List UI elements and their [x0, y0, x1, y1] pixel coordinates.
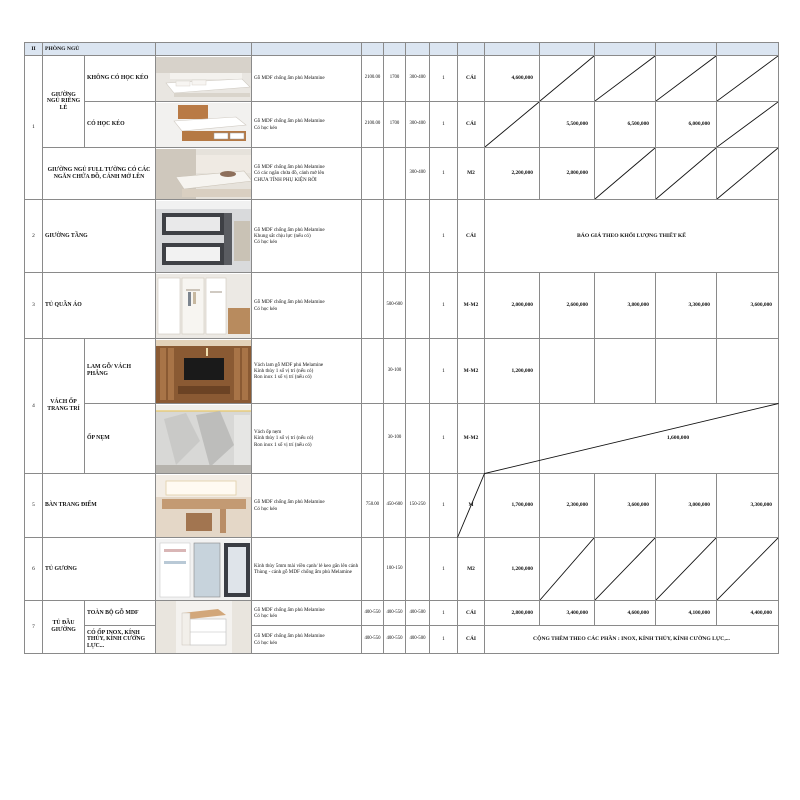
- price-1: 2,200,000: [485, 148, 540, 200]
- price-3: 3,600,000: [595, 474, 656, 538]
- item-unit: CÁI: [458, 102, 485, 148]
- slat-wall-icon: [156, 340, 252, 403]
- item-description: Vách ốp nẹm Kính thủy 1 số vị trí (nếu có) Ron inox 1 số vị trí (nếu có): [252, 404, 362, 474]
- row-stt: 7: [25, 601, 43, 654]
- empty-price-cell: [717, 538, 779, 601]
- price-2: 2,300,000: [540, 474, 595, 538]
- nightstand-image: [156, 601, 252, 654]
- empty-price-cell: [540, 56, 595, 102]
- item-qty: 1: [430, 200, 458, 273]
- table-row: [25, 538, 779, 601]
- price-2: 2,800,000: [540, 148, 595, 200]
- pricing-note: BÁO GIÁ THEO KHỐI LƯỢNG THIẾT KẾ: [485, 200, 779, 273]
- row-stt: 5: [25, 474, 43, 538]
- item-qty: 1: [430, 148, 458, 200]
- panel-wall-image: [156, 404, 252, 474]
- item-unit: M-M2: [458, 339, 485, 404]
- item-unit: M2: [458, 538, 485, 601]
- item-sub-name: CÓ HỌC KÉO: [85, 102, 156, 148]
- dim-width: 1700: [384, 56, 406, 102]
- price-table-sheet: [24, 42, 778, 654]
- item-sub-name: LAM GỖ/ VÁCH PHẲNG: [85, 339, 156, 404]
- wardrobe-image: [156, 273, 252, 339]
- bunk-bed-icon: [156, 201, 252, 272]
- price-2: 2,600,000: [540, 273, 595, 339]
- merged-price: 1,600,000: [540, 404, 779, 474]
- item-qty: 1: [430, 601, 458, 626]
- item-unit: CÁI: [458, 626, 485, 654]
- table-row: [25, 339, 779, 404]
- table-row: [25, 626, 779, 654]
- dim-height: 300-400: [406, 102, 430, 148]
- price-table: [24, 42, 779, 654]
- item-sub-name: KHÔNG CÓ HỌC KÉO: [85, 56, 156, 102]
- vanity-icon: [156, 475, 252, 537]
- item-unit: CÁI: [458, 56, 485, 102]
- dim-width: 30-100: [384, 339, 406, 404]
- item-group-name: TỦ ĐẦU GIƯỜNG: [43, 601, 85, 654]
- item-name: GIƯỜNG TẦNG: [43, 200, 156, 273]
- mirror-cabinet-image: [156, 538, 252, 601]
- nightstand-icon: [156, 601, 252, 653]
- empty-price-cell: [595, 56, 656, 102]
- table-row: [25, 148, 779, 200]
- item-description: Kính thủy 5mm mài viền cạnh/ lẻ keo gắn lên cánh Thùng - cánh gỗ MDF chống ẩm phủ Melamine: [252, 538, 362, 601]
- table-row: [25, 102, 779, 148]
- row-stt: 3: [25, 273, 43, 339]
- dim-height: 300-400: [406, 56, 430, 102]
- item-sub-name: CÓ ỐP INOX, KÍNH THỦY, KÍNH CƯỜNG LỰC...: [85, 626, 156, 654]
- price-4: 4,100,000: [656, 601, 717, 626]
- price-4: 3,300,000: [656, 273, 717, 339]
- item-description: Gỗ MDF chống ẩm phủ Melamine Có học kéo: [252, 273, 362, 339]
- item-qty: 1: [430, 474, 458, 538]
- item-unit: M-M2: [458, 404, 485, 474]
- empty-price-cell: [485, 102, 540, 148]
- dim-length: 400-550: [362, 601, 384, 626]
- price-3: 6,500,000: [595, 102, 656, 148]
- item-qty: 1: [430, 404, 458, 474]
- item-unit: M2: [458, 148, 485, 200]
- additional-cost-note: CỘNG THÊM THEO CÁC PHẦN : INOX, KÍNH THỦY, KÍNH CƯỜNG LỰC,...: [485, 626, 779, 654]
- empty-price-cell: [717, 148, 779, 200]
- price-1: 2,800,000: [485, 601, 540, 626]
- dim-length: 2100.00: [362, 56, 384, 102]
- mirror-cabinet-icon: [156, 539, 252, 600]
- dim-width: 1700: [384, 102, 406, 148]
- wood-slat-wall-image: [156, 339, 252, 404]
- dim-length: 2100.00: [362, 102, 384, 148]
- item-qty: 1: [430, 273, 458, 339]
- item-unit: CÁI: [458, 601, 485, 626]
- empty-price-cell: [595, 148, 656, 200]
- dim-height: 150-250: [406, 474, 430, 538]
- dim-height: 300-400: [406, 148, 430, 200]
- vanity-table-image: [156, 474, 252, 538]
- item-description: Gỗ MDF chống ẩm phủ Melamine: [252, 56, 362, 102]
- table-row: [25, 56, 779, 102]
- item-description: Gỗ MDF chống ẩm phủ Melamine Có học kéo: [252, 474, 362, 538]
- item-qty: 1: [430, 538, 458, 601]
- table-row: [25, 601, 779, 626]
- price-4: 3,000,000: [656, 474, 717, 538]
- price-1: 1,200,000: [485, 339, 540, 404]
- item-unit: M-M2: [458, 273, 485, 339]
- row-stt: 2: [25, 200, 43, 273]
- empty-price-cell: [540, 538, 595, 601]
- item-name: BÀN TRANG ĐIỂM: [43, 474, 156, 538]
- dim-width: 100-150: [384, 538, 406, 601]
- item-group-name: GIƯỜNG NGỦ RIÊNG LẺ: [43, 56, 85, 148]
- item-name: TỦ QUẦN ÁO: [43, 273, 156, 339]
- price-4: 6,000,000: [656, 102, 717, 148]
- price-5: 3,600,000: [717, 273, 779, 339]
- row-stt: 4: [25, 339, 43, 474]
- empty-price-cell: [595, 538, 656, 601]
- item-description: Gỗ MDF chống ẩm phủ Melamine Có các ngăn chứa đồ, cánh mở lên CHƯA TÍNH PHỤ KIỆN RỜI: [252, 148, 362, 200]
- bed-storage-image: [156, 148, 252, 200]
- dim-length: 400-550: [362, 626, 384, 654]
- section-title: PHÒNG NGỦ: [43, 43, 156, 56]
- wardrobe-icon: [156, 274, 252, 338]
- dim-height: 400-500: [406, 601, 430, 626]
- dim-width: 30-100: [384, 404, 406, 474]
- item-description: Gỗ MDF chống ẩm phủ Melamine Có học kéo: [252, 102, 362, 148]
- dim-height: 400-500: [406, 626, 430, 654]
- row-stt: 6: [25, 538, 43, 601]
- item-unit: CÁI: [458, 200, 485, 273]
- item-qty: 1: [430, 339, 458, 404]
- empty-price-cell: [717, 56, 779, 102]
- item-description: Vách lam gỗ MDF phủ Melamine Kính thủy 1 số vị trí (nếu có) Ron inox 1 số vị trí (nếu có): [252, 339, 362, 404]
- empty-price-cell: [656, 538, 717, 601]
- table-row: [25, 404, 779, 474]
- price-1: 2,000,000: [485, 273, 540, 339]
- dim-width: 400-550: [384, 601, 406, 626]
- price-5: 3,300,000: [717, 474, 779, 538]
- row-stt: 1: [25, 56, 43, 200]
- panel-wall-icon: [156, 405, 252, 473]
- section-header-row: [25, 43, 779, 56]
- section-roman: II: [25, 43, 43, 56]
- item-group-name: VÁCH ỐP TRANG TRÍ: [43, 339, 85, 474]
- item-unit: M: [458, 474, 485, 538]
- dim-width: 450-600: [384, 474, 406, 538]
- storage-bed-icon: [156, 149, 252, 199]
- price-2: 3,400,000: [540, 601, 595, 626]
- table-row: [25, 200, 779, 273]
- item-description: Gỗ MDF chống ẩm phủ Melamine Khung sắt chịu lực (nếu có) Có học kéo: [252, 200, 362, 273]
- empty-price-cell: [656, 56, 717, 102]
- item-qty: 1: [430, 102, 458, 148]
- bed-no-drawer-image: [156, 56, 252, 102]
- price-1: 1,200,000: [485, 538, 540, 601]
- price-1: 4,600,000: [485, 56, 540, 102]
- item-qty: 1: [430, 56, 458, 102]
- empty-price-cell: [656, 148, 717, 200]
- item-name: GIƯỜNG NGỦ FULL TƯỜNG CÓ CÁC NGĂN CHỨA ĐỒ, CÁNH MỞ LÊN: [43, 148, 156, 200]
- price-1: 1,700,000: [485, 474, 540, 538]
- table-row: [25, 474, 779, 538]
- item-qty: 1: [430, 626, 458, 654]
- item-sub-name: TOÀN BỘ GỖ MDF: [85, 601, 156, 626]
- bed-drawer-image: [156, 102, 252, 148]
- item-description: Gỗ MDF chống ẩm phủ Melamine Có học kéo: [252, 626, 362, 654]
- bed-icon: [156, 57, 252, 101]
- item-description: Gỗ MDF chống ẩm phủ Melamine Có học kéo: [252, 601, 362, 626]
- bed-drawer-icon: [156, 103, 252, 147]
- dim-length: 750.00: [362, 474, 384, 538]
- dim-width: 500-600: [384, 273, 406, 339]
- price-5: 4,400,000: [717, 601, 779, 626]
- item-sub-name: ỐP NẸM: [85, 404, 156, 474]
- dim-width: 400-550: [384, 626, 406, 654]
- price-3: 3,800,000: [595, 273, 656, 339]
- empty-price-cell: [717, 102, 779, 148]
- price-2: 5,500,000: [540, 102, 595, 148]
- table-row: [25, 273, 779, 339]
- item-name: TỦ GƯƠNG: [43, 538, 156, 601]
- bunk-bed-image: [156, 200, 252, 273]
- price-3: 4,600,000: [595, 601, 656, 626]
